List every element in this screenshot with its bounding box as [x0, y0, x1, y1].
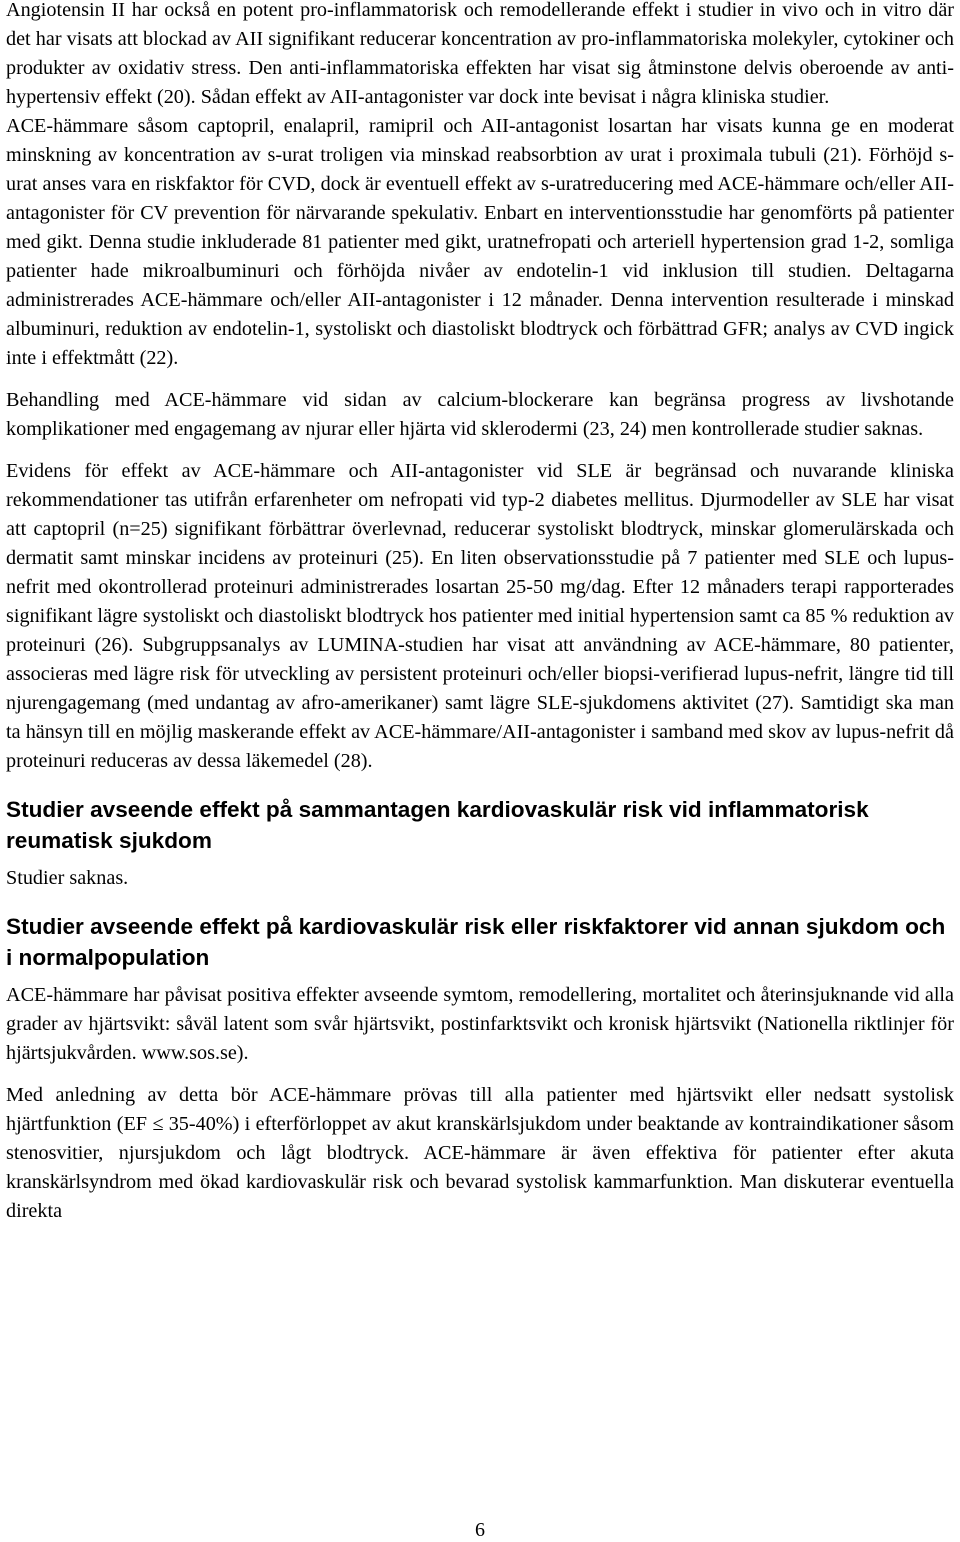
paragraph-heart-failure: ACE-hämmare har påvisat positiva effekter avseende symtom, remodellering, mortalitet och återinsjuknande vid alla grader av hjärtsvikt: såväl latent som svår hjärtsvikt, postinfarktsvikt och kronisk hjärtsvikt (Nationella riktlinjer för hjärtsjukvården. www.sos.se).: [6, 984, 954, 1064]
section-heading-rheumatic: Studier avseende effekt på sammantagen kardiovaskulär risk vid inflammatorisk reumatisk sjukdom: [6, 797, 869, 853]
paragraph-scleroderma: Behandling med ACE-hämmare vid sidan av calcium-blockerare kan begränsa progress av livshotande komplikationer med engagemang av njurar eller hjärta vid sklerodermi (23, 24) men kontrollerade studier saknas.: [6, 389, 954, 440]
paragraph-sle-evidence: Evidens för effekt av ACE-hämmare och AII-antagonister vid SLE är begränsad och nuvarande kliniska rekommendationer tas utifrån erfarenheter om nefropati vid typ-2 diabetes mellitus. Djurmodeller av SLE har visat att captopril (n=25) signifikant förbättrar överlevnad, reducerar systoliskt blodtryck, minskar glomerulärskada och dermatit samt minskar incidens av proteinuri (25). En liten observationsstudie på 7 patienter med SLE och lupus-nefrit med okontrollerad proteinuri administrerades losartan 25-50 mg/dag. Efter 12 månaders terapi rapporterades signifikant lägre systoliskt och diastoliskt blodtryck hos patienter med initial hypertension samt ca 85 % reduktion av proteinuri (26). Subgruppsanalys av LUMINA-studien har visat att användning av ACE-hämmare, 80 patienter, associeras med lägre risk för utveckling av persistent proteinuri och/eller biopsi-verifierad lupus-nefrit, längre tid till njurengagemang (med undantag av afro-amerikaner) samt lägre SLE-sjukdomens aktivitet (27). Samtidigt ska man ta hänsyn till en möjlig maskerande effekt av ACE-hämmare/AII-antagonister i samband med skov av lupus-nefrit då proteinuri reduceras av dessa läkemedel (28).: [6, 460, 954, 772]
paragraph-ace-recommendation: Med anledning av detta bör ACE-hämmare prövas till alla patienter med hjärtsvikt eller nedsatt systolisk hjärtfunktion (EF ≤ 35-40%) i efterförloppet av akut kranskärlsjukdom under beaktande av kontraindikationer såsom stenosvitier, njursjukdom och lågt blodtryck. ACE-hämmare är även effektiva för patienter efter akuta kranskärlsyndrom med ökad kardiovaskulär risk och bevarad systolisk kammarfunktion. Man diskuterar eventuella direkta: [6, 1084, 954, 1222]
document-body: [6, 0, 954, 1239]
section-text-no-studies: Studier saknas.: [6, 867, 129, 889]
page-number: 6: [475, 1519, 485, 1541]
paragraph-ace-urate: ACE-hämmare såsom captopril, enalapril, ramipril och AII-antagonist losartan har visats kunna ge en moderat minskning av koncentration av s-urat troligen via minskad reabsorbtion av urat i proximala tubuli (21). Förhöjd s-urat anses vara en riskfaktor för CVD, dock är eventuell effekt av s-uratreducering med ACE-hämmare och/eller AII-antagonister för CV prevention för närvarande spekulativ. Enbart en interventionsstudie har genomförts på patienter med gikt. Denna studie inkluderade 81 patienter med gikt, uratnefropati och arteriell hypertension grad 1-2, somliga patienter hade mikroalbuminuri och förhöjda nivåer av endotelin-1 vid inklusion till studien. Deltagarna administrerades ACE-hämmare och/eller AII-antagonister i 12 månader. Denna intervention resulterade i minskad albuminuri, reduktion av endotelin-1, systoliskt och diastoliskt blodtryck och förbättrad GFR; analys av CVD ingick inte i effektmått (22).: [6, 115, 954, 369]
paragraph-angiotensin: Angiotensin II har också en potent pro-inflammatorisk och remodellerande effekt i studier in vivo och in vitro där det har visats att blockad av AII signifikant reducerar koncentration av pro-inflammatoriska molekyler, cytokiner och produkter av oxidativ stress. Den anti-inflammatoriska effekten har visat sig åtminstone delvis oberoende av anti-hypertensiv effekt (20). Sådan effekt av AII-antagonister var dock inte bevisat i några kliniska studier.: [6, 0, 954, 108]
section-heading-other-disease: Studier avseende effekt på kardiovaskulär risk eller riskfaktorer vid annan sjukdom och i normalpopulation: [6, 914, 946, 970]
